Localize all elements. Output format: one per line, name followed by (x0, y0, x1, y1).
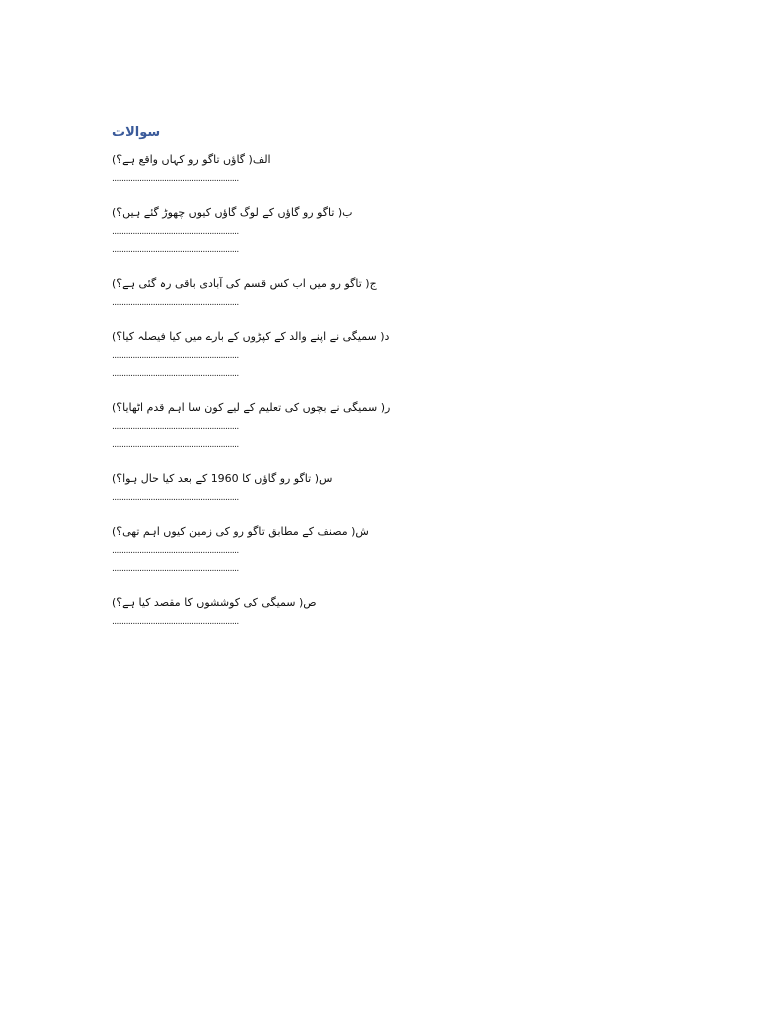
answer-line[interactable]: ........................................................ (112, 441, 239, 450)
question-text: ر( سمیگی نے بچوں کی تعلیم کے لیے کون سا اہم قدم اٹھایا؟) (112, 401, 391, 414)
answer-line[interactable]: ........................................................ (112, 175, 239, 184)
answer-line[interactable]: ........................................................ (112, 352, 239, 361)
question-text: س( تاگو رو گاؤں کا 1960 کے بعد کیا حال ہوا؟) (112, 472, 333, 485)
answer-line[interactable]: ........................................................ (112, 547, 239, 556)
question-block (112, 396, 412, 453)
question-row (112, 467, 412, 486)
question-list (112, 148, 412, 630)
question-block (112, 520, 412, 577)
question-text: د( سمیگی نے اپنے والد کے کپڑوں کے بارے میں کیا فیصلہ کیا؟) (112, 330, 390, 343)
question-row (112, 591, 412, 610)
answer-line[interactable]: ........................................................ (112, 246, 239, 255)
question-row (112, 272, 412, 291)
question-block (112, 272, 412, 311)
answer-line[interactable]: ........................................................ (112, 299, 239, 308)
question-row (112, 520, 412, 539)
question-block (112, 467, 412, 506)
answer-line[interactable]: ........................................................ (112, 494, 239, 503)
answer-line[interactable]: ........................................................ (112, 423, 239, 432)
question-row (112, 148, 412, 167)
question-row (112, 201, 412, 220)
question-row (112, 396, 412, 415)
answer-line[interactable]: ........................................................ (112, 228, 239, 237)
answer-line[interactable]: ........................................................ (112, 618, 239, 627)
question-block (112, 591, 412, 630)
question-row (112, 325, 412, 344)
question-text: الف( گاؤں تاگو رو کہاں واقع ہے؟) (112, 153, 271, 166)
question-block (112, 201, 412, 258)
worksheet-title: سوالات (112, 125, 161, 140)
question-block (112, 325, 412, 382)
question-text: ب( تاگو رو گاؤں کے لوگ گاؤں کیوں چھوڑ گئے ہیں؟) (112, 206, 353, 219)
question-text: ج( تاگو رو میں اب کس قسم کی آبادی باقی رہ گئی ہے؟) (112, 277, 377, 290)
question-text: ش( مصنف کے مطابق تاگو رو کی زمین کیوں اہم تھی؟) (112, 525, 369, 538)
question-text: ص( سمیگی کی کوششوں کا مقصد کیا ہے؟) (112, 596, 317, 609)
answer-line[interactable]: ........................................................ (112, 565, 239, 574)
question-block (112, 148, 412, 187)
answer-line[interactable]: ........................................................ (112, 370, 239, 379)
worksheet (112, 124, 412, 630)
